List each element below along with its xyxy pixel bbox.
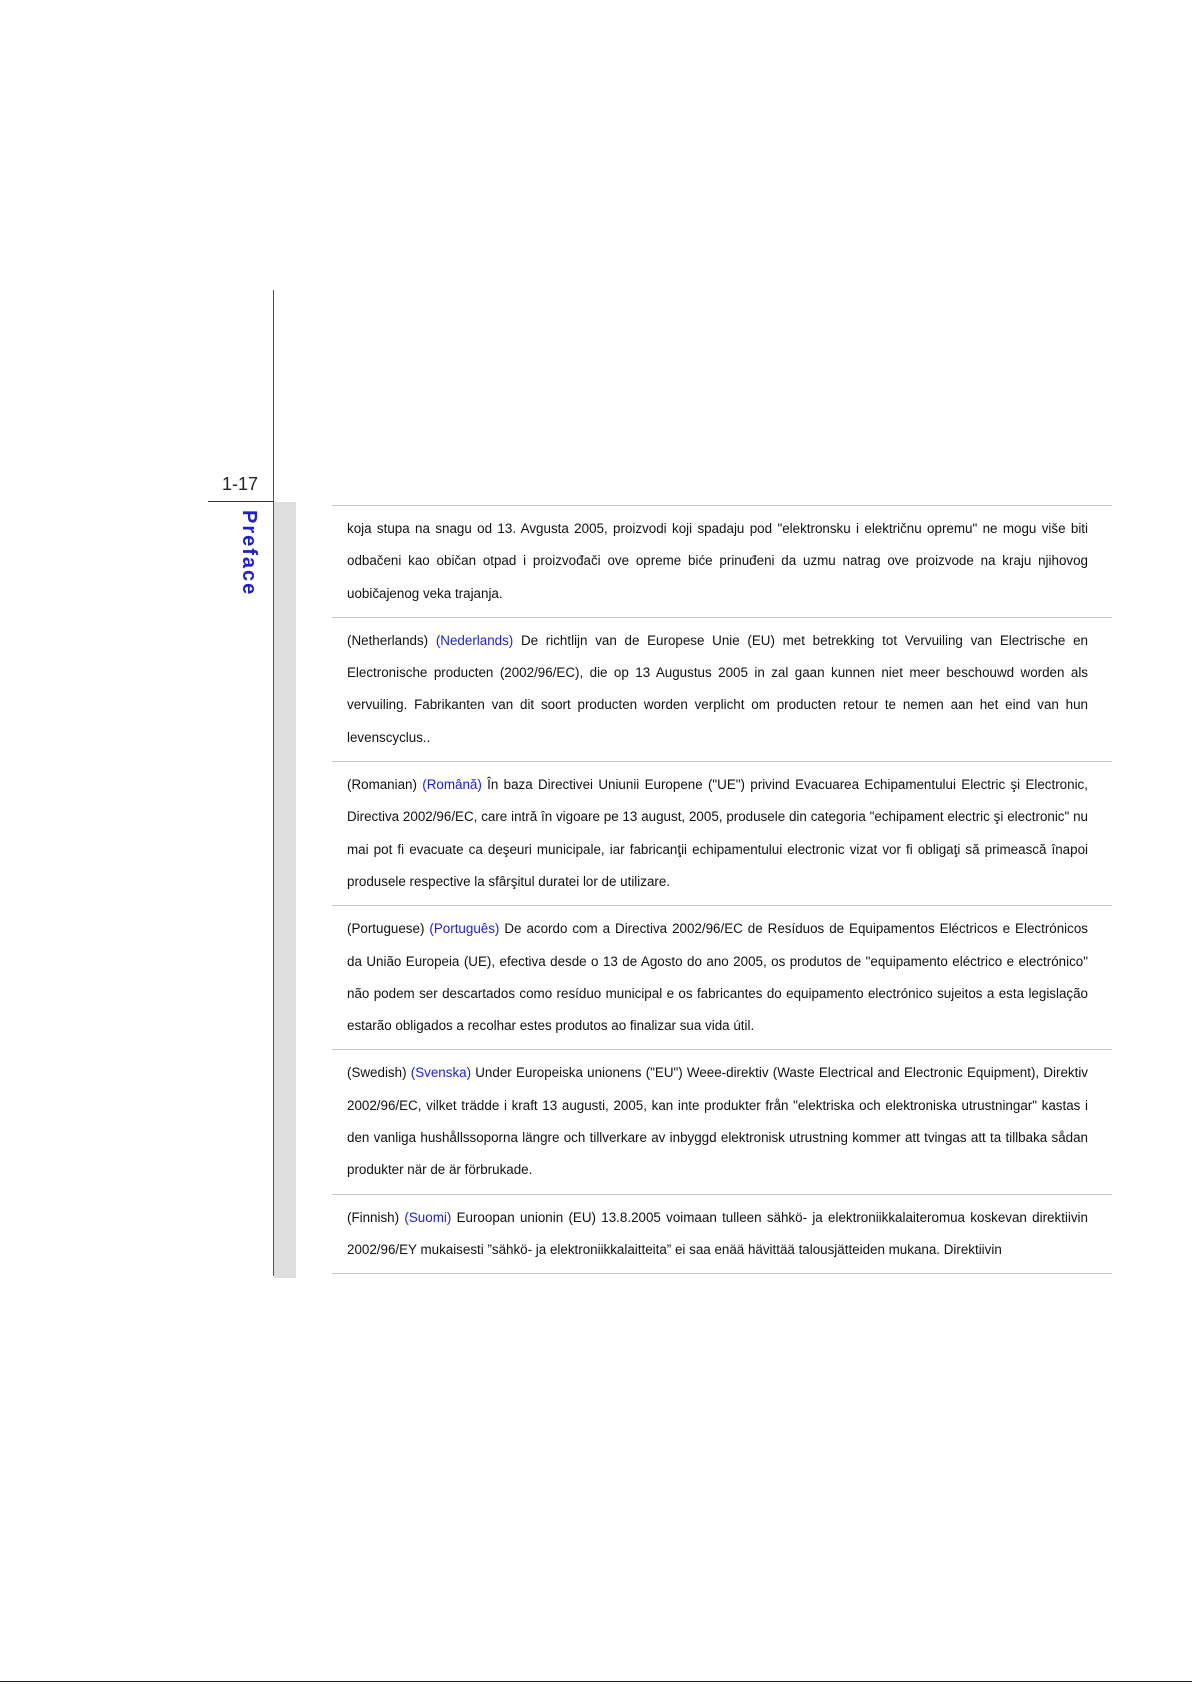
paragraph [347, 1057, 1088, 1186]
native-language-name: (Suomi) [404, 1209, 452, 1225]
language-name: (Romanian) [347, 777, 417, 793]
section-label: Preface [238, 510, 260, 597]
paragraph-body: De acordo com a Directiva 2002/96/EC de Resíduos de Equipamentos Eléctricos e Electrónicos da União Europeia (UE), efectiva desde o 13 de Agosto do ano 2005, os produtos de "equipamento eléctrico e electrónico" não podem ser descartados como resíduo municipal e os fabricantes do equipamento electrónico sujeitos a esta legislação estarão obligados a recolhar estes produtos ao finalizar sua vida útil. [347, 921, 1088, 1034]
native-language-name: (Română) [422, 777, 482, 793]
native-language-name: (Svenska) [410, 1065, 472, 1081]
text-block-netherlands [332, 617, 1112, 761]
page-bottom-rule [0, 1681, 1192, 1682]
language-name: (Portuguese) [347, 921, 425, 937]
text-block [332, 505, 1112, 617]
language-name: (Finnish) [347, 1209, 400, 1225]
native-language-name: (Nederlands) [435, 632, 514, 648]
section-side-band [274, 502, 296, 1278]
language-name: (Netherlands) [347, 632, 429, 648]
text-block-portuguese [332, 905, 1112, 1049]
native-language-name: (Português) [429, 921, 500, 937]
paragraph [347, 769, 1088, 898]
text-block-romanian [332, 761, 1112, 905]
page-content [332, 505, 1112, 1274]
paragraph-body: Euroopan unionin (EU) 13.8.2005 voimaan tulleen sähkö- ja elektroniikkalaiteromua koskevan direktiivin 2002/96/EY mukaisesti ”sähkö- ja elektroniikkalaitteita” ei saa enää hävittää talousjätteiden mukana. Direktiivin [347, 1209, 1088, 1257]
page-number: 1-17 [221, 474, 259, 494]
paragraph [347, 625, 1088, 754]
paragraph-body: În baza Directivei Uniunii Europene ("UE") privind Evacuarea Echipamentului Electric şi Electronic, Directiva 2002/96/EC, care intră în vigoare pe 13 august, 2005, produsele din categoria "echipament electric şi electronic" nu mai pot fi evacuate ca deşeuri municipale, iar fabricanţii echipamentului electronic vizat vor fi obligaţi să primească înapoi produsele respective la sfârşitul duratei lor de utilizare. [347, 777, 1088, 889]
page-number-underline [208, 501, 274, 502]
paragraph-body: koja stupa na snagu od 13. Avgusta 2005, proizvodi koji spadaju pod "elektronsku i električnu opremu" ne mogu više biti odbačeni kao običan otpad i proizvođači ove opreme biće prinuđeni da uzmu natrag ove proizvode na kraju njihovog uobičajenog veka trajanja. [347, 521, 1088, 601]
paragraph [347, 913, 1088, 1042]
paragraph [347, 1202, 1088, 1267]
text-block-swedish [332, 1049, 1112, 1193]
text-block-finnish [332, 1194, 1112, 1275]
paragraph [347, 513, 1088, 610]
language-name: (Swedish) [347, 1065, 407, 1081]
paragraph-body: De richtlijn van de Europese Unie (EU) met betrekking tot Vervuiling van Electrische en Electronische producten (2002/96/EC), die op 13 Augustus 2005 in zal gaan kunnen niet meer beschouwd worden als vervuiling. Fabrikanten van dit soort producten worden verplicht om producten retour te nemen aan het eind van hun levenscyclus.. [347, 632, 1088, 745]
paragraph-body: Under Europeiska unionens ("EU") Weee-direktiv (Waste Electrical and Electronic Equipment), Direktiv 2002/96/EC, vilket trädde i kraft 13 augusti, 2005, kan inte produkter från "elektriska och elektroniska utrustningar" kastas i den vanliga hushållssoporna längre och tillverkare av inbyggd elektronisk utrustning kommer att tvingas att ta tillbaka sådan produkter när de är förbrukade. [347, 1065, 1088, 1178]
